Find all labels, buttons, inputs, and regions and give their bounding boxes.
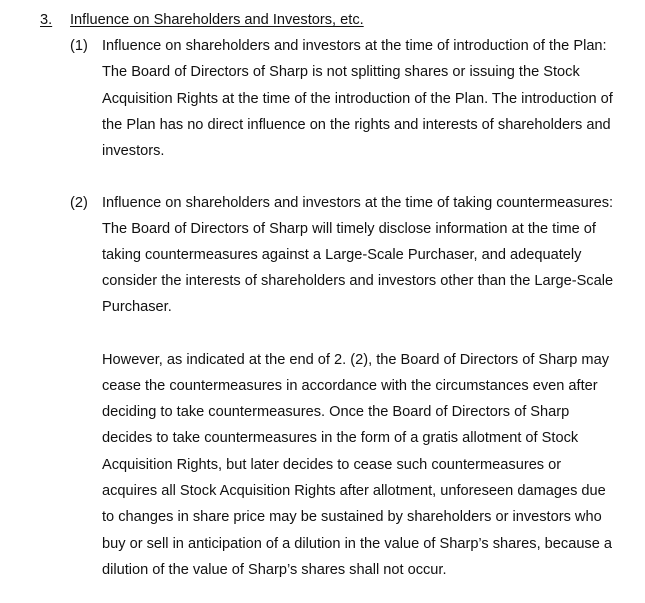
item-2-p2-line-8: buy or sell in anticipation of a dilution in the value of Sharp’s shares, because a xyxy=(102,536,613,552)
item-2-line-3: taking countermeasures against a Large-Scale Purchaser, and adequately xyxy=(102,247,582,263)
item-2-line-5: Purchaser. xyxy=(102,299,172,315)
section-number: 3. xyxy=(40,12,53,28)
section-title: Influence on Shareholders and Investors, etc. xyxy=(70,12,364,28)
item-1-line-4: the Plan has no direct influence on the rights and interests of shareholders and xyxy=(102,117,611,133)
item-2-line-2: The Board of Directors of Sharp will timely disclose information at the time of xyxy=(102,221,596,237)
item-2-line-4: consider the interests of shareholders and investors other than the Large-Scale xyxy=(102,273,614,289)
item-2-p2-line-6: acquires all Stock Acquisition Rights after allotment, unforeseen damages due xyxy=(102,483,606,499)
item-1-line-1: Influence on shareholders and investors at the time of introduction of the Plan: xyxy=(102,38,607,54)
item-1-label: (1) xyxy=(70,38,88,54)
item-2-line-1: Influence on shareholders and investors at the time of taking countermeasures: xyxy=(102,195,614,211)
item-2-p2-line-7: to changes in share price may be sustained by shareholders or investors who xyxy=(102,509,602,525)
item-2-p2-line-3: deciding to take countermeasures. Once the Board of Directors of Sharp xyxy=(102,404,570,420)
item-1-line-2: The Board of Directors of Sharp is not splitting shares or issuing the Stock xyxy=(102,64,580,80)
item-2-p2-line-1: However, as indicated at the end of 2. (2), the Board of Directors of Sharp may xyxy=(102,352,609,368)
item-2-p2-line-2: cease the countermeasures in accordance with the circumstances even after xyxy=(102,378,598,394)
item-2-p2-line-9: dilution of the value of Sharp’s shares shall not occur. xyxy=(102,562,447,578)
item-2-label: (2) xyxy=(70,195,88,211)
item-1-line-5: investors. xyxy=(102,143,165,159)
item-2-p2-line-5: Acquisition Rights, but later decides to cease such countermeasures or xyxy=(102,457,562,473)
item-1-line-3: Acquisition Rights at the time of the introduction of the Plan. The introduction of xyxy=(102,91,613,107)
item-2-p2-line-4: decides to take countermeasures in the form of a gratis allotment of Stock xyxy=(102,430,579,446)
